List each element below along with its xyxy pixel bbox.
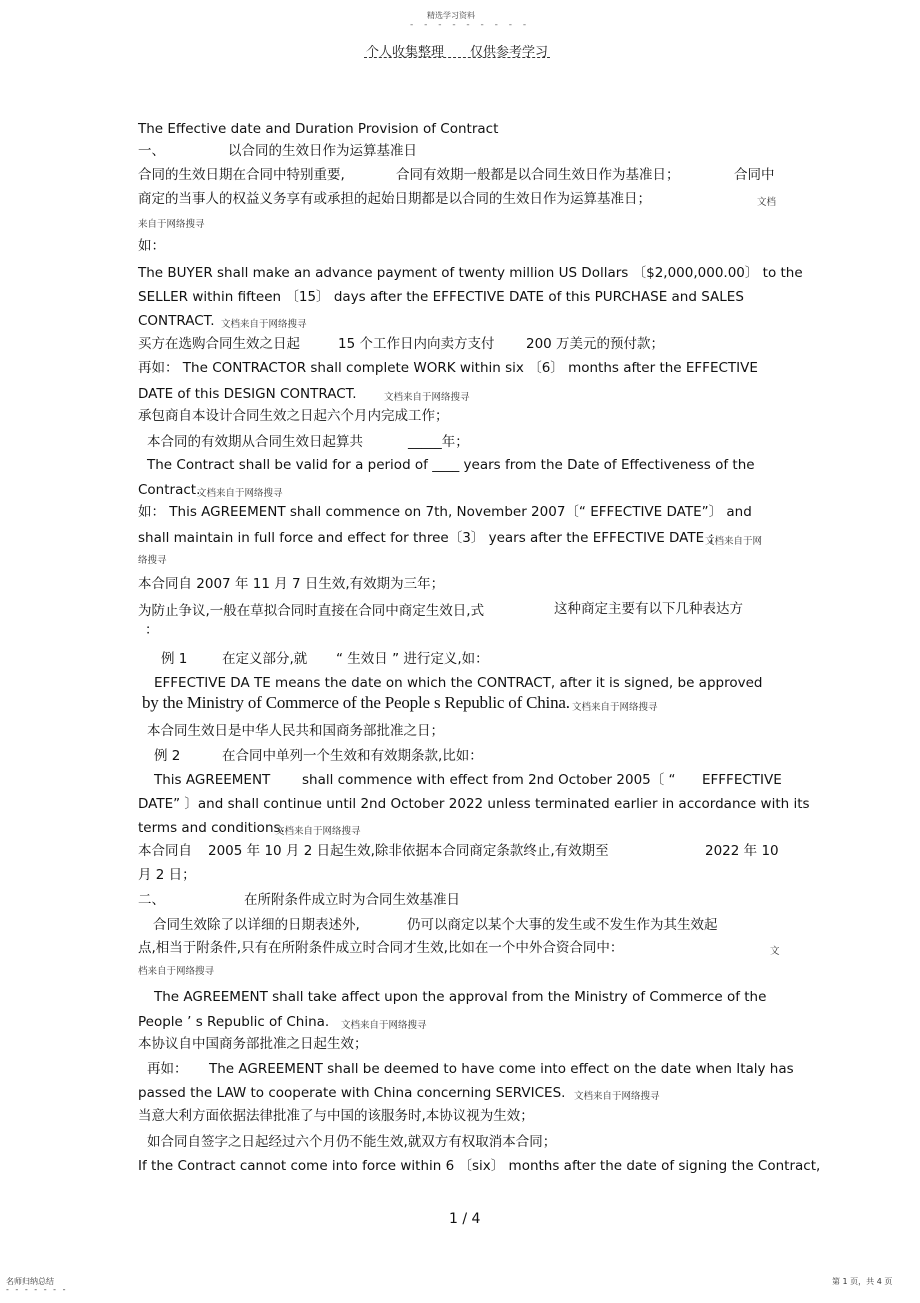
text-line: The Contract shall be valid for a period of ____ years from the Date of Effectiveness of the: [147, 457, 755, 473]
text-line: 买方在选购合同生效之日起: [138, 336, 300, 352]
text-line: 再如：: [147, 1061, 188, 1077]
text-line: People ’ s Republic of China.: [138, 1014, 330, 1030]
text-line: EFFECTIVE DA TE means the date on which the CONTRACT, after it is signed, be approved: [154, 675, 763, 691]
text-line: by the Ministry of Commerce of the People: [142, 693, 430, 712]
text-line: The BUYER shall make an advance payment of twenty million US Dollars 〔$2,000,000.00〕 to the: [138, 265, 803, 281]
section-heading-2: 在所附条件成立时为合同生效基准日: [244, 892, 460, 908]
source-note: 文档来自于网络搜寻: [197, 488, 283, 499]
text-line: 在合同中单列一个生效和有效期条款,比如：: [222, 748, 483, 764]
text-line: shall maintain in full force and effect for three〔3〕 years after the EFFECTIVE DATE ；: [138, 530, 722, 546]
text-line: 合同中: [734, 167, 775, 183]
text-line: shall commence with effect from 2nd October 2005〔 “: [302, 772, 676, 788]
text-line: 本合同自 2007 年 11 月 7 日生效,有效期为三年；: [138, 576, 445, 592]
text-line: 如：: [138, 238, 165, 254]
top-note: 精选学习资料: [427, 11, 475, 20]
header-underline: [364, 57, 550, 58]
page-number: 1 / 4: [449, 1211, 481, 1227]
text-line: 这种商定主要有以下几种表达方: [554, 601, 743, 617]
text-line: If the Contract cannot come into force within 6 〔six〕 months after the date of signing the Contract,: [138, 1158, 821, 1174]
text-line: 本合同生效日是中华人民共和国商务部批准之日；: [147, 723, 444, 739]
text-line: 合同有效期一般都是以合同生效日作为基准日；: [396, 167, 680, 183]
section-heading-1: 以合同的生效日作为运算基准日: [228, 143, 417, 159]
text-line: s Republic of China.: [434, 693, 570, 712]
text-line: DATE of this DESIGN CONTRACT.: [138, 386, 357, 402]
text-line: 本合同的有效期从合同生效日起算共: [147, 434, 363, 450]
text-line: 合同的生效日期在合同中特别重要,: [138, 167, 345, 183]
source-note: 文档: [757, 197, 777, 208]
source-note: 来自于网络搜寻: [138, 219, 205, 230]
text-line: 15 个工作日内向卖方支付: [338, 336, 495, 352]
section-number-1: 一、: [138, 143, 165, 159]
source-note: 文档来自于网络搜寻: [574, 1091, 660, 1102]
text-line: terms and conditions.: [138, 820, 285, 836]
text-line: ：: [145, 622, 159, 638]
text-line: 再如： The CONTRACTOR shall complete WORK within six 〔6〕 months after the EFFECTIVE: [138, 360, 758, 376]
text-line: 2022 年 10: [705, 843, 779, 859]
text-line: 商定的当事人的权益义务享有或承担的起始日期都是以合同的生效日作为运算基准日；: [138, 191, 651, 207]
example-label: 例 2: [154, 748, 181, 764]
text-line: 2005 年 10 月 2 日起生效,除非依据本合同商定条款终止,有效期至: [208, 843, 609, 859]
source-note: 档来自于网络搜寻: [138, 966, 215, 977]
text-line: 为防止争议,一般在草拟合同时直接在合同中商定生效日,式: [138, 603, 485, 619]
text-line: 本合同自: [138, 843, 192, 859]
header-left: 个人收集整理: [366, 45, 445, 60]
header-right: 仅供参考学习: [470, 45, 549, 60]
text-line: “ 生效日 ” 进行定义,如：: [336, 651, 489, 667]
source-note: 文档来自于网络搜寻: [275, 826, 361, 837]
text-line: The AGREEMENT shall be deemed to have come into effect on the date when Italy has: [209, 1061, 794, 1077]
text-line: EFFFECTIVE: [702, 772, 782, 788]
source-note: 文档来自于网络搜寻: [384, 392, 470, 403]
text-line: 在定义部分,就: [222, 651, 308, 667]
source-note: 文: [770, 946, 780, 957]
footer-dashes: - - - - - - -: [6, 1285, 68, 1294]
source-note: 文档来自于网: [705, 536, 763, 547]
text-line: 如： This AGREEMENT shall commence on 7th, November 2007〔“ EFFECTIVE DATE”〕 and: [138, 504, 752, 520]
section-number-2: 二、: [138, 892, 165, 908]
text-line: _____年；: [408, 434, 469, 450]
text-line: 仍可以商定以某个大事的发生或不发生作为其生效起: [407, 917, 718, 933]
footer-left: 名师归纳总结: [6, 1277, 54, 1286]
text-line: passed the LAW to cooperate with China concerning SERVICES.: [138, 1085, 566, 1101]
text-line: 承包商自本设计合同生效之日起六个月内完成工作；: [138, 408, 449, 424]
footer-page-info: 第 1 页，共 4 页: [832, 1277, 893, 1286]
text-line: This AGREEMENT: [154, 772, 271, 788]
example-label: 例 1: [161, 651, 188, 667]
text-line: 合同生效除了以详细的日期表述外,: [153, 917, 360, 933]
text-line: 如合同自签字之日起经过六个月仍不能生效,就双方有权取消本合同；: [147, 1134, 557, 1150]
text-line: 当意大利方面依据法律批准了与中国的该服务时,本协议视为生效；: [138, 1108, 534, 1124]
text-line: 月 2 日；: [138, 867, 196, 883]
text-line: 本协议自中国商务部批准之日起生效；: [138, 1036, 368, 1052]
top-dashes: - - - - - - - - -: [410, 20, 531, 30]
text-line: DATE” 〕and shall continue until 2nd October 2022 unless terminated earlier in accordance with its: [138, 796, 810, 812]
text-line: 200 万美元的预付款；: [526, 336, 665, 352]
text-line: 点,相当于附条件,只有在所附条件成立时合同才生效,比如在一个中外合资合同中：: [138, 940, 624, 956]
source-note: 文档来自于网络搜寻: [572, 702, 658, 713]
source-note: 文档来自于网络搜寻: [341, 1020, 427, 1031]
text-line: CONTRACT.: [138, 313, 215, 329]
text-line: The AGREEMENT shall take affect upon the approval from the Ministry of Commerce of the: [154, 989, 767, 1005]
text-line: SELLER within fifteen 〔15〕 days after the EFFECTIVE DATE of this PURCHASE and SALES: [138, 289, 744, 305]
text-line: Contract.: [138, 482, 201, 498]
source-note: 文档来自于网络搜寻: [221, 319, 307, 330]
document-title: The Effective date and Duration Provision of Contract: [138, 121, 499, 137]
source-note: 络搜寻: [138, 555, 167, 566]
